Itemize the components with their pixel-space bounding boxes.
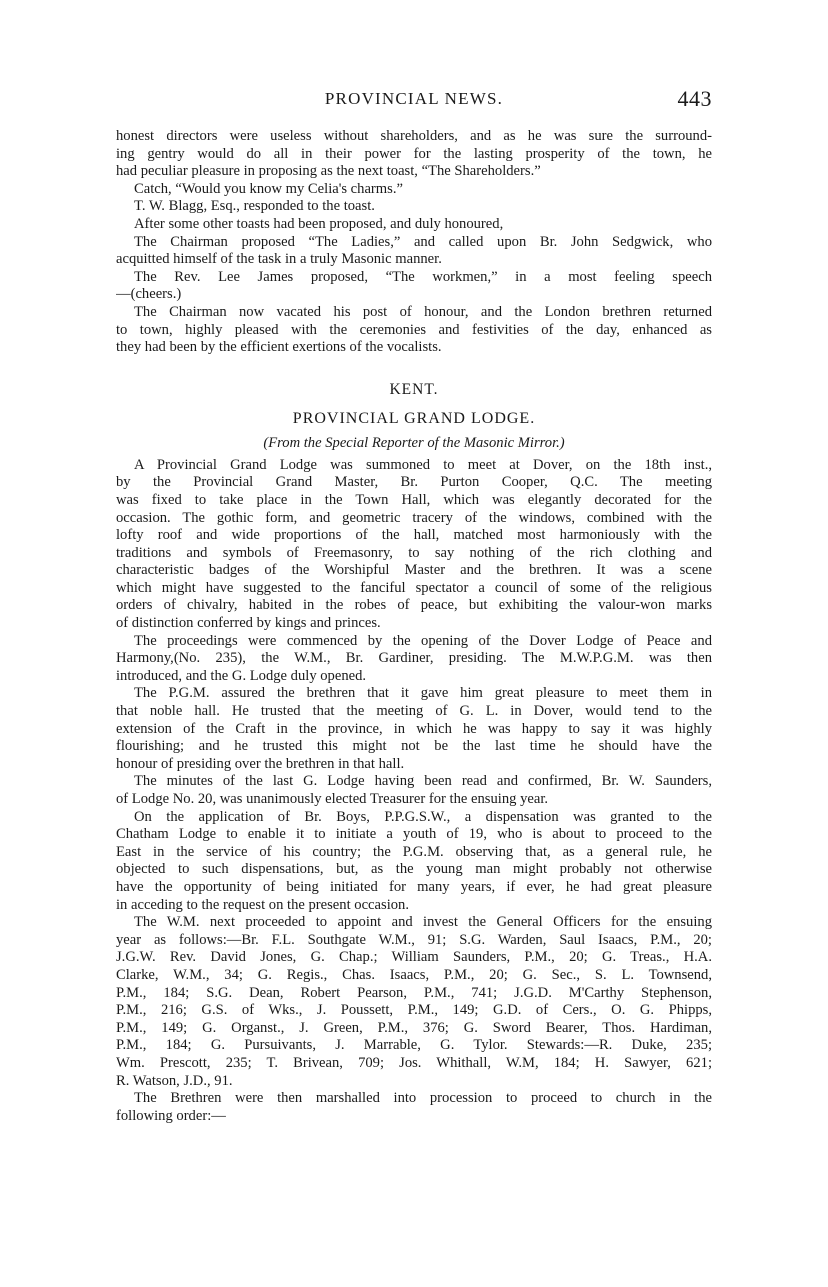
running-title: PROVINCIAL NEWS. [324,89,504,108]
text-line: introduced, and the G. Lodge duly opened. [116,667,367,684]
text-line: J.G.W. Rev. David Jones, G. Chap.; William Saunders, P.M., 20; G. Treas., H.A. [116,949,712,966]
text-line: which might have suggested to the fanciful spectator a council of some of the religious [116,579,712,596]
article-text [116,457,712,1126]
text-line: P.M., 184; G. Pursuivants, J. Marrable, G. Tylor. Stewards:—R. Duke, 235; [116,1037,712,1054]
text-line: P.M., 149; G. Organst., J. Green, P.M., 376; G. Sword Bearer, Thos. Hardiman, [116,1019,712,1036]
text-line: lofty roof and wide proportions of the hall, matched most harmoniously with the [116,527,712,544]
text-line: they had been by the efficient exertions of the vocalists. [116,339,442,356]
text-line: The minutes of the last G. Lodge having been read and confirmed, Br. W. Saunders, [134,773,712,790]
page-number: 443 [677,86,712,111]
text-line: P.M., 184; S.G. Dean, Robert Pearson, P.M., 741; J.G.D. M'Carthy Stephenson, [116,984,712,1001]
text-line: Chatham Lodge to enable it to initiate a youth of 19, who is about to proceed to the [116,826,712,843]
text-line: Catch, “Would you know my Celia's charms.” [134,180,403,197]
text-line: acquitted himself of the task in a truly Masonic manner. [116,251,442,268]
body-text [116,128,712,1125]
text-line: occasion. The gothic form, and geometric tracery of the windows, combined with the [116,509,712,526]
text-line: characteristic badges of the Worshipful Master and the brethren. It was a scene [116,562,712,579]
text-line: had peculiar pleasure in proposing as the next toast, “The Shareholders.” [116,163,541,180]
text-line: objected to such dispensations, but, as the young man might probably not otherwise [116,861,712,878]
text-line: in acceding to the request on the present occasion. [116,896,409,913]
section-source: (From the Special Reporter of the Masonic Mirror.) [263,434,565,451]
text-line: The Brethren were then marshalled into procession to proceed to church in the [134,1090,712,1107]
text-line: to town, highly pleased with the ceremonies and festivities of the day, enhanced as [116,321,712,338]
text-line: The Chairman proposed “The Ladies,” and called upon Br. John Sedgwick, who [134,233,712,250]
text-line: The Rev. Lee James proposed, “The workmen,” in a most feeling speech [134,268,712,285]
text-line: extension of the Craft in the province, in which he was happy to say it was highly [116,720,712,737]
text-line: traditions and symbols of Freemasonry, to say nothing of the rich clothing and [116,544,712,561]
text-line: P.M., 216; G.S. of Wks., J. Poussett, P.M., 149; G.D. of Cers., O. G. Phipps, [116,1002,712,1019]
section-title: PROVINCIAL GRAND LODGE. [292,409,536,427]
text-line: honest directors were useless without shareholders, and as he was sure the surround- [116,128,712,144]
text-line: following order:— [116,1107,226,1124]
text-line: T. W. Blagg, Esq., responded to the toast. [134,198,375,215]
text-line: by the Provincial Grand Master, Br. Purton Cooper, Q.C. The meeting [116,474,712,491]
text-line: that noble hall. He trusted that the meeting of G. L. in Dover, would tend to the [116,703,712,720]
text-line: The Chairman now vacated his post of honour, and the London brethren returned [134,303,712,320]
text-line: R. Watson, J.D., 91. [116,1072,233,1089]
text-line: have the opportunity of being initiated for many years, if ever, he had great pleasure [116,878,712,895]
text-line: After some other toasts had been proposed, and duly honoured, [134,215,504,232]
text-line: of distinction conferred by kings and princes. [116,615,381,632]
text-line: —(cheers.) [116,286,182,303]
text-line: The W.M. next proceeded to appoint and invest the General Officers for the ensuing [134,914,712,931]
text-line: of Lodge No. 20, was unanimously elected Treasurer for the ensuing year. [116,791,549,807]
text-line: Harmony,(No. 235), the W.M., Br. Gardiner, presiding. The M.W.P.G.M. was then [116,650,712,667]
toast-report [116,128,712,357]
text-line: flourishing; and he trusted this might not be the last time he should have the [116,738,712,755]
text-line: A Provincial Grand Lodge was summoned to meet at Dover, on the 18th inst., [134,456,712,473]
text-line: East in the service of his country; the P.G.M. observing that, as a general rule, he [116,843,712,860]
text-line: was fixed to take place in the Town Hall, which was elegantly decorated for the [116,491,712,508]
section-county-heading: KENT. [389,380,439,398]
text-line: On the application of Br. Boys, P.P.G.S.W., a dispensation was granted to the [134,808,712,825]
text-line: The P.G.M. assured the brethren that it gave him great pleasure to meet them in [134,685,712,702]
running-head [116,84,712,114]
text-line: year as follows:—Br. F.L. Southgate W.M., 91; S.G. Warden, Saul Isaacs, P.M., 20; [116,931,712,948]
text-line: ing gentry would do all in their power for the lasting prosperity of the town, he [116,145,712,162]
text-line: orders of chivalry, habited in the robes of peace, but exhibiting the valour-won marks [116,597,712,614]
text-line: Wm. Prescott, 235; T. Brivean, 709; Jos. Whithall, W.M, 184; H. Sawyer, 621; [116,1054,712,1071]
text-line: honour of presiding over the brethren in that hall. [116,755,405,772]
text-line: Clarke, W.M., 34; G. Regis., Chas. Isaacs, P.M., 20; G. Sec., S. L. Townsend, [116,966,712,983]
text-line: The proceedings were commenced by the opening of the Dover Lodge of Peace and [134,632,712,649]
